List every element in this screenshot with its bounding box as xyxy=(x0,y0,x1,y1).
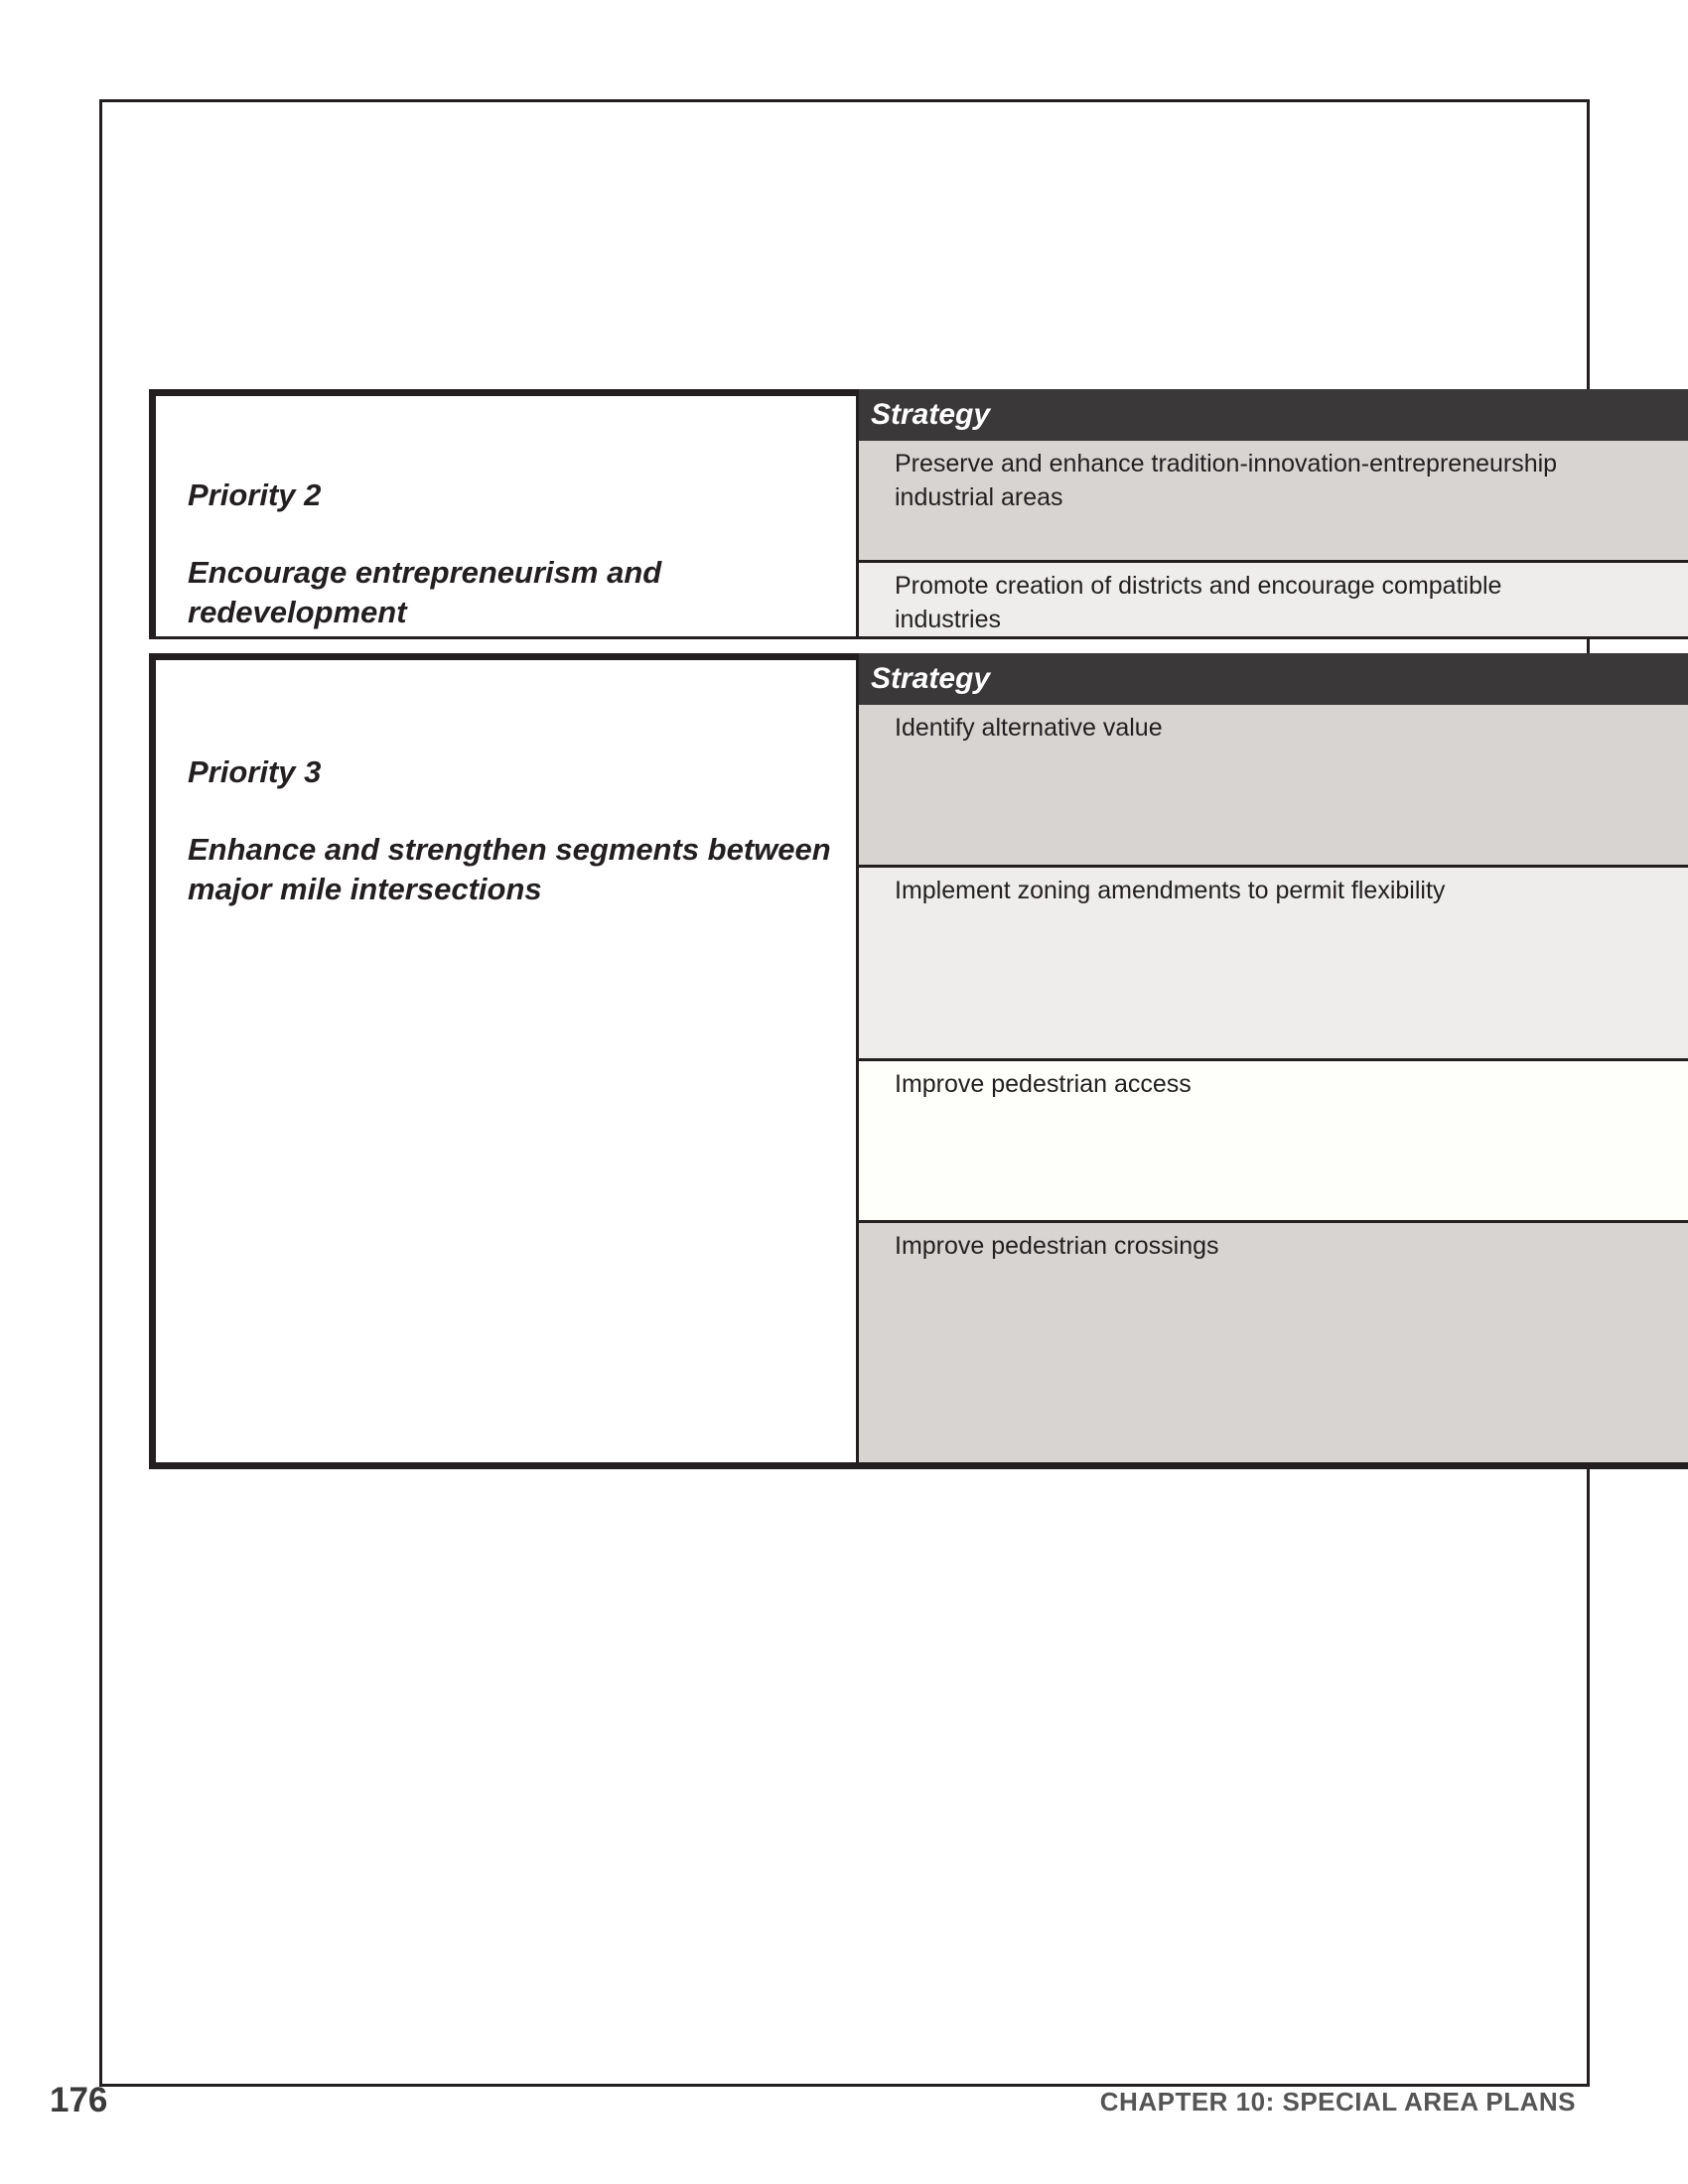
priority-goal: Enhance and strengthen segments between major mile intersections xyxy=(188,832,831,906)
strategy-row: Promote creation of districts and encourage compatible industries xyxy=(859,563,1688,636)
chapter-title: CHAPTER 10: SPECIAL AREA PLANS xyxy=(1099,2087,1576,2116)
priority-cell xyxy=(149,389,859,639)
page-number: 176 xyxy=(50,2081,108,2119)
strategy-header: Strategy xyxy=(859,389,1688,441)
priority-number: Priority 2 xyxy=(188,478,322,512)
priority-2-table xyxy=(149,389,1688,639)
priority-text xyxy=(188,752,836,909)
priority-text xyxy=(188,476,836,632)
strategy-row: Improve pedestrian access xyxy=(859,1061,1688,1223)
strategy-row: Improve pedestrian crossings xyxy=(859,1223,1688,1462)
strategy-row: Preserve and enhance tradition-innovation-entrepreneurship industrial areas xyxy=(859,441,1688,563)
strategy-row: Identify alternative value xyxy=(859,705,1688,868)
strategy-header: Strategy xyxy=(859,653,1688,705)
priority-cell xyxy=(149,653,859,1469)
priority-goal: Encourage entrepreneurism and redevelopment xyxy=(188,555,662,629)
strategy-column xyxy=(859,389,1688,639)
priority-3-table xyxy=(149,653,1688,1469)
strategy-column xyxy=(859,653,1688,1469)
priority-number: Priority 3 xyxy=(188,754,322,789)
strategy-row: Implement zoning amendments to permit flexibility xyxy=(859,868,1688,1061)
